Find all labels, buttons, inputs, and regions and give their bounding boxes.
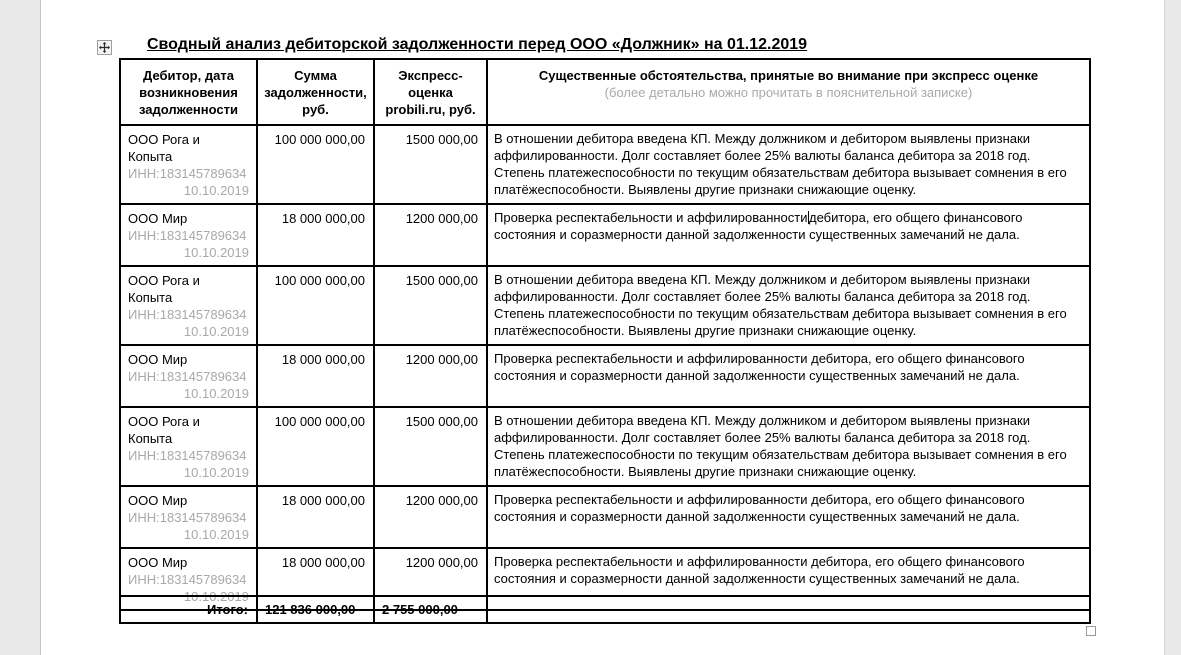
debtor-cell[interactable]	[120, 125, 257, 204]
four-way-arrow-icon	[99, 42, 110, 53]
debtor-name: ООО Рога и Копыта	[128, 273, 200, 305]
debtor-cell[interactable]	[120, 407, 257, 486]
totals-row	[120, 596, 1090, 623]
debtor-date: 10.10.2019	[183, 245, 249, 260]
amount-cell[interactable]: 18 000 000,00	[257, 548, 374, 610]
express-score-cell[interactable]: 1500 000,00	[374, 407, 487, 486]
circumstances-cell[interactable]: Проверка респектабельности и аффилированности дебитора, его общего финансового состояния и соразмерности данной задолженности существенных замечаний не дала.	[487, 548, 1090, 610]
debtor-date: 10.10.2019	[183, 589, 249, 604]
circumstances-cell[interactable]: Проверка респектабельности и аффилированности дебитора, его общего финансового состояния и соразмерности данной задолженности существенных замечаний не дала.	[487, 486, 1090, 548]
debtor-inn: ИНН:183145789634	[128, 166, 247, 181]
express-score-cell[interactable]: 1500 000,00	[374, 266, 487, 345]
debtor-cell[interactable]	[120, 486, 257, 548]
table-row	[120, 407, 1090, 486]
circumstances-cell[interactable]: Проверка респектабельности и аффилированности дебитора, его общего финансового состояния и соразмерности данной задолженности существенных замечаний не дала.	[487, 345, 1090, 407]
totals-empty-cell[interactable]	[487, 596, 1090, 623]
express-score-cell[interactable]: 1500 000,00	[374, 125, 487, 204]
page-margin-left	[0, 0, 41, 655]
debtor-date: 10.10.2019	[183, 465, 249, 480]
totals-amount[interactable]: 121 836 000,00	[257, 596, 374, 623]
express-score-cell[interactable]: 1200 000,00	[374, 548, 487, 610]
text-caret	[808, 211, 810, 224]
table-row	[120, 345, 1090, 407]
table-resize-handle[interactable]	[1086, 626, 1096, 636]
debtor-cell[interactable]	[120, 204, 257, 266]
debtor-cell[interactable]	[120, 266, 257, 345]
header-circumstances-note: (более детально можно прочитать в пояснительной записке)	[604, 85, 973, 100]
debtor-name: ООО Мир	[128, 555, 188, 570]
debtor-inn: ИНН:183145789634	[128, 228, 247, 243]
debtor-date: 10.10.2019	[183, 386, 249, 401]
express-score-cell[interactable]: 1200 000,00	[374, 486, 487, 548]
amount-cell[interactable]: 18 000 000,00	[257, 204, 374, 266]
debtor-inn: ИНН:183145789634	[128, 510, 247, 525]
amount-cell[interactable]: 18 000 000,00	[257, 486, 374, 548]
circumstances-cell[interactable]: Проверка респектабельности и аффилированности дебитора, его общего финансового состояния и соразмерности данной задолженности существенных замечаний не дала.	[487, 204, 1090, 266]
totals-express-score[interactable]: 2 755 000,00	[374, 596, 487, 623]
table-row	[120, 125, 1090, 204]
debtor-date: 10.10.2019	[183, 324, 249, 339]
debtor-name: ООО Рога и Копыта	[128, 414, 200, 446]
amount-cell[interactable]: 18 000 000,00	[257, 345, 374, 407]
debtor-name: ООО Мир	[128, 211, 188, 226]
table-body	[120, 125, 1090, 610]
debtor-cell[interactable]	[120, 345, 257, 407]
header-debtor[interactable]: Дебитор, дата возникновения задолженности	[120, 59, 257, 125]
circumstances-cell[interactable]: В отношении дебитора введена КП. Между должником и дебитором выявлены признаки аффилированности. Долг составляет более 25% валюты баланса дебитора за 2018 год. Степень платежеспособности по текущим обязательствам дебитора вызывает сомнения в его платёжеспособности. Выявлены другие признаки снижающие оценку.	[487, 266, 1090, 345]
amount-cell[interactable]: 100 000 000,00	[257, 266, 374, 345]
debtor-inn: ИНН:183145789634	[128, 448, 247, 463]
table-row	[120, 266, 1090, 345]
document-title[interactable]: Сводный анализ дебиторской задолженности перед ООО «Должник» на 01.12.2019	[147, 36, 808, 53]
debtor-date: 10.10.2019	[183, 527, 249, 542]
header-express-score[interactable]: Экспресс-оценка probili.ru, руб.	[374, 59, 487, 125]
table-row	[120, 486, 1090, 548]
header-circumstances[interactable]	[487, 59, 1090, 125]
amount-cell[interactable]: 100 000 000,00	[257, 407, 374, 486]
debtor-inn: ИНН:183145789634	[128, 369, 247, 384]
debtor-name: ООО Мир	[128, 493, 188, 508]
totals-label[interactable]: Итого:	[120, 596, 257, 623]
express-score-cell[interactable]: 1200 000,00	[374, 204, 487, 266]
receivables-table	[119, 58, 1091, 611]
table-row	[120, 204, 1090, 266]
header-row	[120, 59, 1090, 125]
page-margin-right	[1164, 0, 1181, 655]
debtor-name: ООО Мир	[128, 352, 188, 367]
debtor-name: ООО Рога и Копыта	[128, 132, 200, 164]
circumstances-cell[interactable]: В отношении дебитора введена КП. Между должником и дебитором выявлены признаки аффилированности. Долг составляет более 25% валюты баланса дебитора за 2018 год. Степень платежеспособности по текущим обязательствам дебитора вызывает сомнения в его платёжеспособности. Выявлены другие признаки снижающие оценку.	[487, 407, 1090, 486]
header-circumstances-title: Существенные обстоятельства, принятые во внимание при экспресс оценке	[538, 68, 1039, 83]
debtor-date: 10.10.2019	[183, 183, 249, 198]
debtor-inn: ИНН:183145789634	[128, 572, 247, 587]
circumstances-cell[interactable]: В отношении дебитора введена КП. Между должником и дебитором выявлены признаки аффилированности. Долг составляет более 25% валюты баланса дебитора за 2018 год. Степень платежеспособности по текущим обязательствам дебитора вызывает сомнения в его платёжеспособности. Выявлены другие признаки снижающие оценку.	[487, 125, 1090, 204]
amount-cell[interactable]: 100 000 000,00	[257, 125, 374, 204]
totals-table	[119, 595, 1091, 624]
express-score-cell[interactable]: 1200 000,00	[374, 345, 487, 407]
debtor-inn: ИНН:183145789634	[128, 307, 247, 322]
table-move-handle[interactable]	[97, 40, 112, 55]
header-amount[interactable]: Сумма задолженности, руб.	[257, 59, 374, 125]
